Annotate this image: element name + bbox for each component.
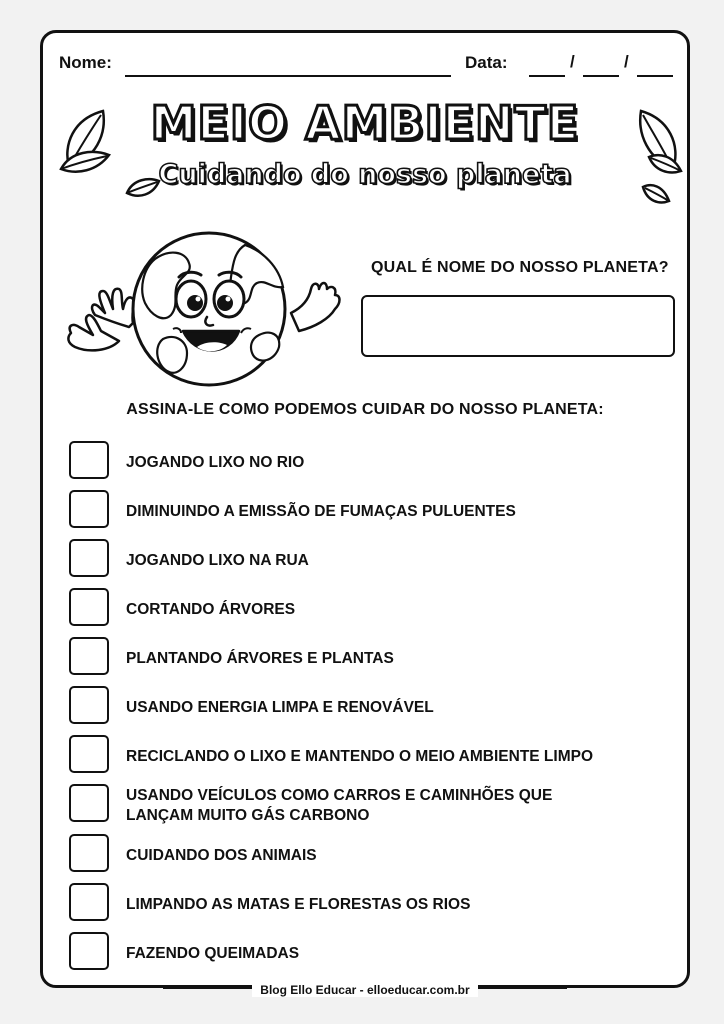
option-label <box>126 786 666 826</box>
list-item[interactable] <box>69 686 669 735</box>
worksheet-page <box>40 30 690 997</box>
smiling-earth-icon <box>59 229 359 389</box>
option-label: CUIDANDO DOS ANIMAIS <box>126 847 317 864</box>
checkbox[interactable] <box>69 490 109 528</box>
date-month-field[interactable] <box>583 75 619 77</box>
checkbox[interactable] <box>69 932 109 970</box>
date-day-field[interactable] <box>529 75 565 77</box>
option-label: LIMPANDO AS MATAS E FLORESTAS OS RIOS <box>126 896 471 913</box>
option-label: DIMINUINDO A EMISSÃO DE FUMAÇAS PULUENTES <box>126 503 516 520</box>
date-separator: / <box>570 52 575 71</box>
date-label: Data: <box>465 53 508 72</box>
question-text: QUAL É NOME DO NOSSO PLANETA? <box>371 259 669 276</box>
checkbox[interactable] <box>69 441 109 479</box>
checkbox[interactable] <box>69 834 109 872</box>
date-year-field[interactable] <box>637 75 673 77</box>
subtitle: Cuidando do nosso planeta <box>158 159 572 190</box>
checkbox[interactable] <box>69 637 109 675</box>
options-checklist <box>69 441 669 981</box>
list-item[interactable] <box>69 539 669 588</box>
list-item[interactable] <box>69 441 669 490</box>
option-label-line1: USANDO VEÍCULOS COMO CARROS E CAMINHÕES QUE <box>126 787 553 804</box>
instruction-text: ASSINA-LE COMO PODEMOS CUIDAR DO NOSSO PLANETA: <box>126 401 604 418</box>
planet-answer-box[interactable] <box>361 295 675 357</box>
checkbox[interactable] <box>69 539 109 577</box>
date-separator: / <box>624 52 629 71</box>
list-item[interactable] <box>69 735 669 784</box>
title-block <box>43 95 687 193</box>
footer-credit: Blog Ello Educar - elloeducar.com.br <box>252 983 477 997</box>
option-label: JOGANDO LIXO NO RIO <box>126 454 305 471</box>
option-label: PLANTANDO ÁRVORES E PLANTAS <box>126 650 394 667</box>
option-label-line2: LANÇAM MUITO GÁS CARBONO <box>126 807 370 824</box>
list-item[interactable] <box>69 490 669 539</box>
checkbox[interactable] <box>69 588 109 626</box>
header-row <box>59 51 671 81</box>
list-item[interactable] <box>69 637 669 686</box>
option-label: USANDO ENERGIA LIMPA E RENOVÁVEL <box>126 699 434 716</box>
option-label: JOGANDO LIXO NA RUA <box>126 552 309 569</box>
checkbox[interactable] <box>69 883 109 921</box>
list-item[interactable] <box>69 883 669 932</box>
footer <box>43 981 687 1000</box>
option-label: RECICLANDO O LIXO E MANTENDO O MEIO AMBIENTE LIMPO <box>126 748 594 765</box>
checkbox[interactable] <box>69 735 109 773</box>
checkbox[interactable] <box>69 784 109 822</box>
list-item[interactable] <box>69 932 669 981</box>
list-item[interactable] <box>69 834 669 883</box>
main-title: MEIO AMBIENTE <box>150 96 580 150</box>
option-label: CORTANDO ÁRVORES <box>126 601 296 618</box>
name-label: Nome: <box>59 53 112 72</box>
checkbox[interactable] <box>69 686 109 724</box>
name-field[interactable] <box>125 75 451 77</box>
list-item[interactable] <box>69 588 669 637</box>
list-item[interactable] <box>69 784 669 834</box>
option-label: FAZENDO QUEIMADAS <box>126 945 300 962</box>
